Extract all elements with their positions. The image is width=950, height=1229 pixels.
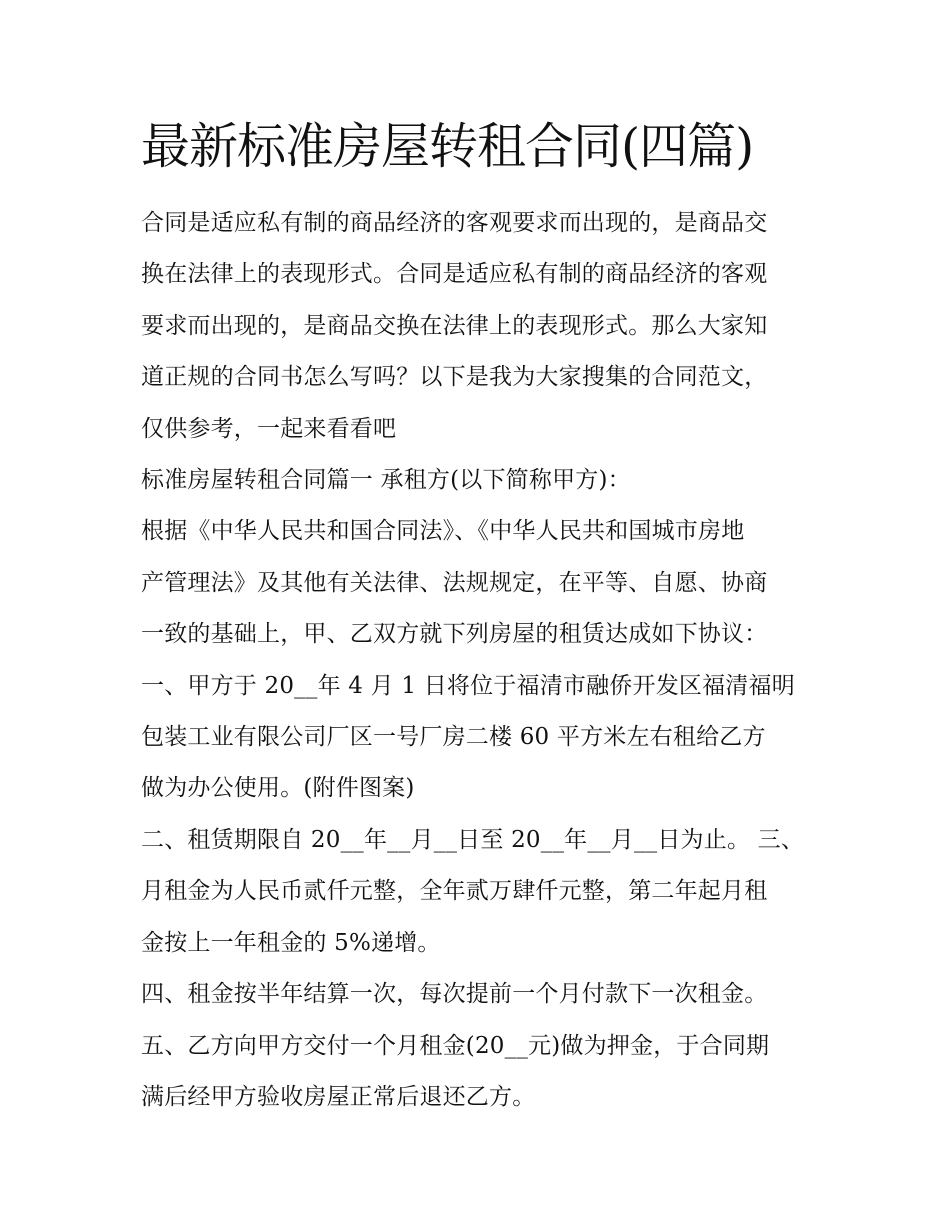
text-line: 根据《中华人民共和国合同法》、《中华人民共和国城市房地	[141, 518, 745, 545]
clause-3-line: 金按上一年租金的 5%递增。	[141, 929, 441, 956]
section-heading-line: 标准房屋转租合同篇一 承租方(以下简称甲方)：	[141, 467, 631, 494]
clause-5-line: 满后经甲方验收房屋正常后退还乙方。	[141, 1083, 536, 1110]
clause-1-line: 一、甲方于 20__年 4 月 1 日将位于福清市融侨开发区福清福明	[141, 672, 795, 699]
text-line: 换在法律上的表现形式。合同是适应私有制的商品经济的客观	[141, 261, 768, 288]
clause-1-line: 做为办公使用。(附件图案)	[141, 775, 415, 802]
text-line: 合同是适应私有制的商品经济的客观要求而出现的，是商品交	[141, 210, 768, 236]
clause-1-line: 包装工业有限公司厂区一号厂房二楼 60 平方米左右租给乙方	[141, 724, 766, 751]
document-title: 最新标准房屋转租合同(四篇)	[141, 118, 754, 175]
text-line: 仅供参考，一起来看看吧	[141, 415, 397, 442]
text-line: 道正规的合同书怎么写吗？以下是我为大家搜集的合同范文，	[141, 364, 768, 391]
text-line: 产管理法》及其他有关法律、法规规定，在平等、自愿、协商	[141, 569, 768, 596]
clause-4-line: 四、租金按半年结算一次，每次提前一个月付款下一次租金。	[141, 981, 768, 1008]
document-body	[141, 112, 821, 1123]
clause-3-line: 月租金为人民币贰仟元整，全年贰万肆仟元整，第二年起月租	[141, 878, 768, 905]
clause-2-line: 二、租赁期限自 20__年__月__日至 20__年__月__日为止。 三、	[141, 826, 805, 853]
text-line: 要求而出现的，是商品交换在法律上的表现形式。那么大家知	[141, 312, 768, 339]
clause-5-line: 五、乙方向甲方交付一个月租金(20__元)做为押金，于合同期	[141, 1032, 770, 1059]
text-line: 一致的基础上，甲、乙双方就下列房屋的租赁达成如下协议：	[141, 621, 768, 648]
